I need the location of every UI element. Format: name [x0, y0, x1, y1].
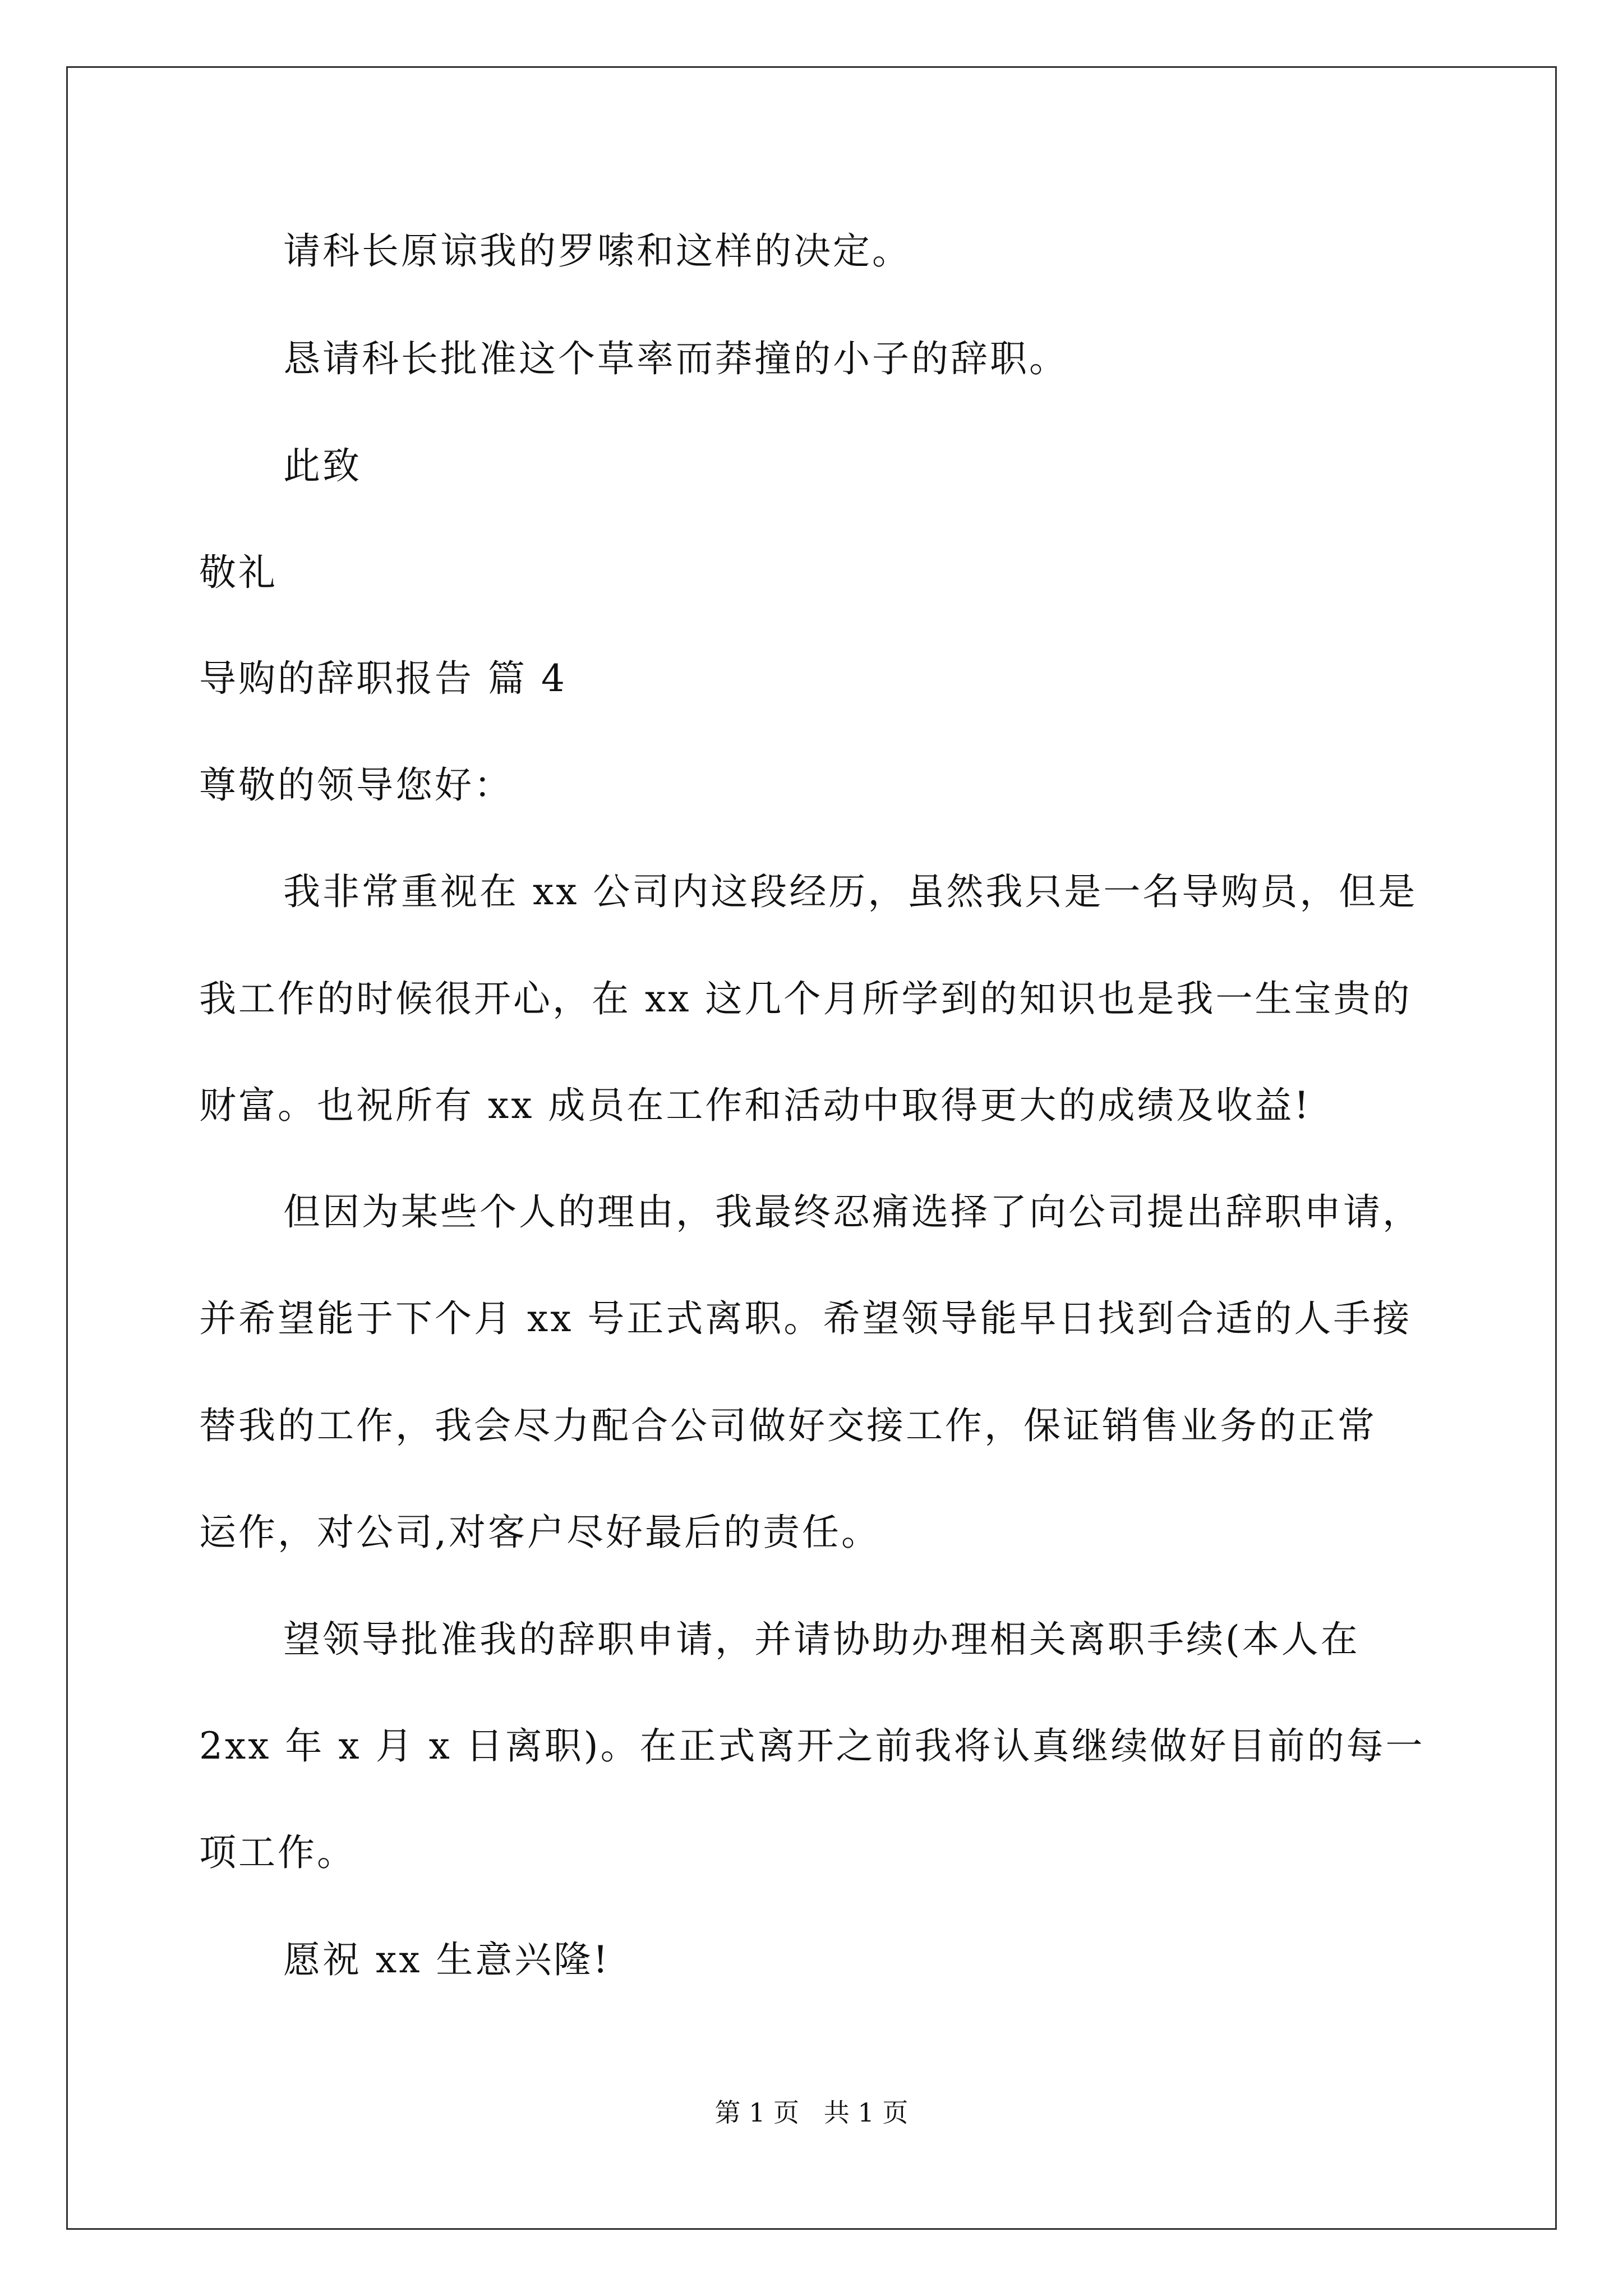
paragraph-line: 运作，对公司,对客户尽好最后的责任。	[199, 1511, 880, 1554]
closing-salutation: 此致	[283, 444, 362, 487]
text-line: 恳请科长批准这个草率而莽撞的小子的辞职。	[283, 337, 1068, 380]
paragraph-line: 项工作。	[199, 1831, 356, 1874]
closing-regards: 敬礼	[199, 551, 278, 594]
text-line: 请科长原谅我的罗嗦和这样的决定。	[283, 229, 911, 273]
paragraph-line: 望领导批准我的辞职申请，并请协助办理相关离职手续(本人在	[283, 1618, 1360, 1661]
page-frame	[66, 66, 1557, 2230]
paragraph-line: 并希望能于下个月 xx 号正式离职。希望领导能早日找到合适的人手接	[199, 1297, 1412, 1340]
paragraph-line: 我非常重视在 xx 公司内这段经历，虽然我只是一名导购员，但是	[283, 870, 1418, 913]
closing-wish: 愿祝 xx 生意兴隆!	[283, 1938, 610, 1981]
greeting: 尊敬的领导您好：	[199, 763, 513, 807]
section-title: 导购的辞职报告 篇 4	[199, 657, 567, 700]
page-number-footer: 第 1 页 共 1 页	[714, 2097, 909, 2128]
paragraph-line: 财富。也祝所有 xx 成员在工作和活动中取得更大的成绩及收益!	[199, 1084, 1311, 1127]
paragraph-line: 但因为某些个人的理由，我最终忍痛选择了向公司提出辞职申请，	[283, 1190, 1422, 1234]
paragraph-line: 2xx 年 x 月 x 日离职)。在正式离开之前我将认真继续做好目前的每一	[199, 1724, 1425, 1768]
paragraph-line: 替我的工作，我会尽力配合公司做好交接工作，保证销售业务的正常	[199, 1404, 1377, 1447]
paragraph-line: 我工作的时候很开心，在 xx 这几个月所学到的知识也是我一生宝贵的	[199, 977, 1412, 1020]
